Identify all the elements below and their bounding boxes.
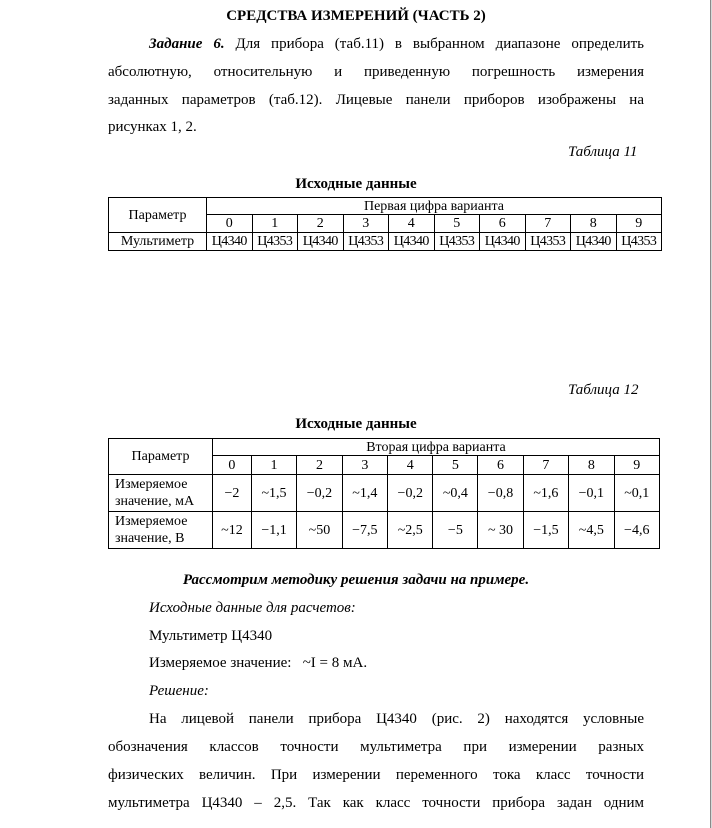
table11-digit: 8 <box>571 215 617 233</box>
table12-cell: ~4,5 <box>569 512 614 549</box>
solution-line-1: На лицевой панели прибора Ц4340 (рис. 2) находятся условные <box>149 711 644 727</box>
table12-digit: 1 <box>251 456 296 475</box>
table12-cell: −7,5 <box>342 512 387 549</box>
table11-row-label: Мультиметр <box>109 233 207 251</box>
task-label: Задание 6. <box>149 36 225 52</box>
table12-cell: −2 <box>213 475 252 512</box>
table11 <box>108 197 662 251</box>
input-label: Исходные данные для расчетов: <box>149 600 356 616</box>
table12-digit: 5 <box>433 456 478 475</box>
table12-digit: 7 <box>523 456 568 475</box>
table12-cell: −5 <box>433 512 478 549</box>
measured-value: ~I = 8 мА. <box>302 655 368 671</box>
table12-digit: 6 <box>478 456 523 475</box>
table11-digit: 5 <box>434 215 480 233</box>
table12-cell: −4,6 <box>614 512 659 549</box>
table12-cell: −0,2 <box>388 475 433 512</box>
table12-caption: Таблица 12 <box>568 382 639 398</box>
solution-line-3: физических величин. При измерении переменного тока класс точности <box>108 767 644 783</box>
table11-cell: Ц4340 <box>571 233 617 251</box>
table12-cell: ~12 <box>213 512 252 549</box>
solution-line-2: обозначения классов точности мультиметра при измерении разных <box>108 739 644 755</box>
table12-cell: −0,2 <box>297 475 342 512</box>
table12-cell: −1,1 <box>251 512 296 549</box>
table12-cell: −0,1 <box>569 475 614 512</box>
table12-digit: 9 <box>614 456 659 475</box>
table12-group-header: Вторая цифра варианта <box>213 439 660 456</box>
table12-cell: ~1,4 <box>342 475 387 512</box>
table12-cell: ~2,5 <box>388 512 433 549</box>
table12-param-header: Параметр <box>109 439 213 475</box>
table12-cell: −0,8 <box>478 475 523 512</box>
table12-digit: 2 <box>297 456 342 475</box>
table12-cell: ~0,4 <box>433 475 478 512</box>
table11-digit: 6 <box>480 215 526 233</box>
table12-digit: 8 <box>569 456 614 475</box>
table11-group-header: Первая цифра варианта <box>207 198 662 215</box>
table11-cell: Ц4353 <box>616 233 662 251</box>
solution-line-4: мультиметра Ц4340 – 2,5. Так как класс точности прибора задан одним <box>108 795 644 811</box>
table11-digit: 4 <box>389 215 435 233</box>
table11-cell: Ц4340 <box>298 233 344 251</box>
table11-cell: Ц4340 <box>207 233 253 251</box>
table12-cell: ~1,5 <box>251 475 296 512</box>
page-title: СРЕДСТВА ИЗМЕРЕНИЙ (ЧАСТЬ 2) <box>226 8 486 24</box>
device-line: Мультиметр Ц4340 <box>149 628 273 644</box>
table12-row-label: Измеряемое значение, мА <box>109 475 213 512</box>
table12-cell: −1,5 <box>523 512 568 549</box>
table11-digit: 2 <box>298 215 344 233</box>
table12 <box>108 438 660 549</box>
table11-caption: Таблица 11 <box>568 144 638 160</box>
solution-label: Решение: <box>149 683 209 699</box>
table11-cell: Ц4353 <box>252 233 298 251</box>
table11-cell: Ц4340 <box>389 233 435 251</box>
table12-digit: 3 <box>342 456 387 475</box>
table11-name: Исходные данные <box>295 176 417 192</box>
table12-cell: ~1,6 <box>523 475 568 512</box>
task-line-1: Задание 6. Для прибора (таб.11) в выбранном диапазоне определить <box>149 36 644 52</box>
table11-param-header: Параметр <box>109 198 207 233</box>
example-heading: Рассмотрим методику решения задачи на примере. <box>182 572 530 588</box>
table12-row-label: Измеряемое значение, В <box>109 512 213 549</box>
table11-digit: 3 <box>343 215 389 233</box>
task-line-4: рисунках 1, 2. <box>108 119 197 135</box>
table11-cell: Ц4353 <box>525 233 571 251</box>
table11-cell: Ц4353 <box>434 233 480 251</box>
table11-cell: Ц4353 <box>343 233 389 251</box>
table11-cell: Ц4340 <box>480 233 526 251</box>
table12-cell: ~50 <box>297 512 342 549</box>
table12-digit: 4 <box>388 456 433 475</box>
table12-name: Исходные данные <box>295 416 417 432</box>
task-line-2: абсолютную, относительную и приведенную погрешность измерения <box>108 64 644 80</box>
table11-digit: 9 <box>616 215 662 233</box>
table12-cell: ~0,1 <box>614 475 659 512</box>
task-line-3: заданных параметров (таб.12). Лицевые панели приборов изображены на <box>108 92 644 108</box>
table11-digit: 7 <box>525 215 571 233</box>
table11-digit: 0 <box>207 215 253 233</box>
table11-digit: 1 <box>252 215 298 233</box>
table12-cell: ~ 30 <box>478 512 523 549</box>
measured-line: Измеряемое значение: ~I = 8 мА. <box>149 655 368 671</box>
table12-digit: 0 <box>213 456 252 475</box>
